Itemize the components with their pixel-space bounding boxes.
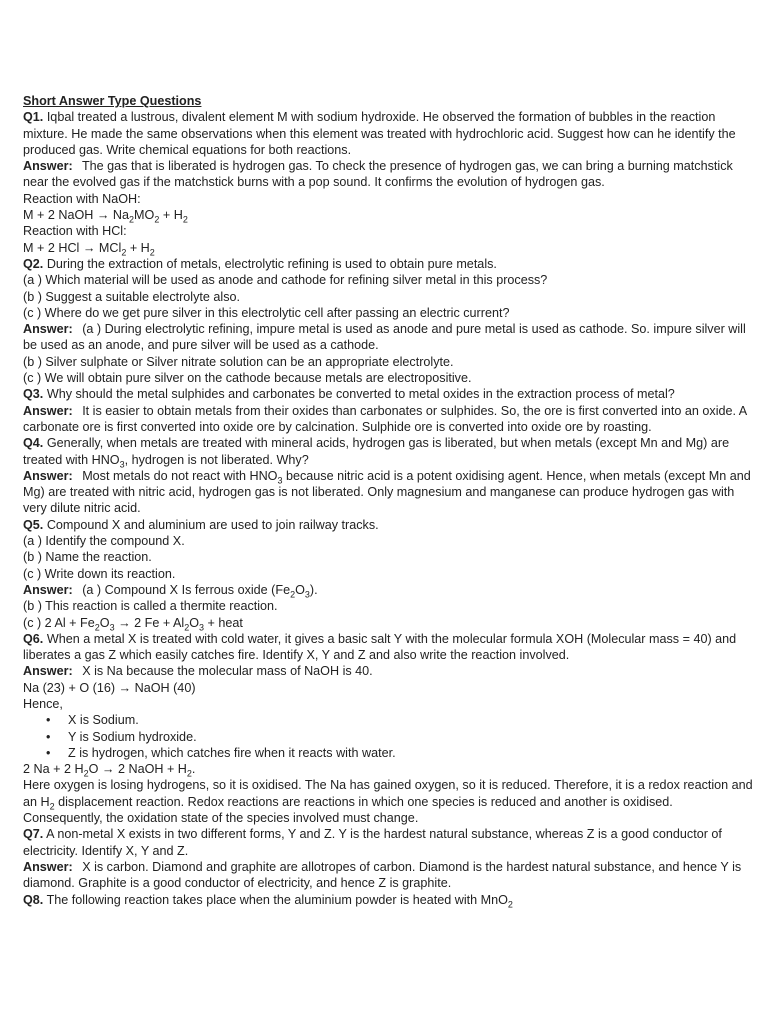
answer-2 (23, 321, 753, 354)
answer-text: It is easier to obtain metals from their oxides than carbonates or sulphides. So, the ore is first converted into an oxide. A carbonate ore is first converted into oxide ore by calcination. Sulphide ore is converted into oxide ore by roasting. (23, 403, 747, 434)
question-label: Q5. (23, 517, 44, 532)
question-part-c: (c ) Write down its reaction. (23, 566, 176, 581)
question-part-a: (a ) Identify the compound X. (23, 534, 185, 549)
question-label: Q2. (23, 256, 44, 271)
answer-part-b: (b ) This reaction is called a thermite reaction. (23, 599, 278, 614)
question-text: Iqbal treated a lustrous, divalent element M with sodium hydroxide. He observed the formation of bubbles in the reaction mixture. He made the same observations when this element was treated with hydrochloric acid. Suggest how can he identify the produced gas. Write chemical equations for both reactions. (23, 110, 736, 157)
bullet-list (23, 712, 753, 761)
question-4 (23, 435, 753, 468)
question-1 (23, 109, 753, 158)
reaction-label-naoh: Reaction with NaOH: (23, 191, 141, 206)
answer-label: Answer: (23, 664, 73, 679)
hence-text: Hence, (23, 696, 63, 711)
question-part-a: (a ) Which material will be used as anode and cathode for refining silver metal in this process? (23, 273, 548, 288)
question-label: Q1. (23, 110, 44, 125)
answer-4 (23, 468, 753, 517)
answer-label: Answer: (23, 159, 73, 174)
answer-text: (a ) During electrolytic refining, impure metal is used as anode and pure metal is used as cathode. So. impure silver will be used as an anode, and pure silver will be used as a cathode. (23, 322, 746, 353)
answer-label: Answer: (23, 403, 73, 418)
question-label: Q4. (23, 436, 44, 451)
answer-part-c: (c ) We will obtain pure silver on the cathode because metals are electropositive. (23, 371, 472, 386)
question-6 (23, 631, 753, 664)
question-label: Q6. (23, 631, 44, 646)
question-8 (23, 892, 753, 908)
question-part-b: (b ) Name the reaction. (23, 550, 152, 565)
answer-part-c: (c ) 2 $Al + Fe_2O_3 \to 2$ $Fe + Al_2O_3$ + heat (23, 615, 243, 633)
question-text: When a metal X is treated with cold water, it gives a basic salt Y with the molecular formula XOH (Molecular mass = 40) and liberates a gas Z which easily catches fire. Identify X, Y and Z and also write the reaction involved. (23, 631, 737, 663)
equation-sodium-water: 2 Na + 2 $H_2O \to 2$ NaOH + $H_2$. (23, 762, 196, 779)
answer-part-b: (b ) Silver sulphate or Silver nitrate solution can be an appropriate electrolyte. (23, 354, 454, 369)
answer-text: Most metals do not react with $HNO_3$ because nitric acid is a potent oxidising agent. Hence, when metals (except Mn and Mg) are treated with nitric acid, hydrogen gas is not liberated. Only magnesium and manganese can produce hydrogen gas with very dilute nitric acid. (23, 468, 751, 516)
answer-text: X is carbon. Diamond and graphite are allotropes of carbon. Diamond is the hardest natural substance, and hence Y is diamond. Graphite is a good conductor of electricity, and hence Z is graphite. (23, 859, 742, 891)
answer-label: Answer: (23, 322, 73, 337)
question-2 (23, 256, 753, 272)
redox-explanation: Here oxygen is losing hydrogens, so it is oxidised. The Na has gained oxygen, so it is reduced. Therefore, it is a redox reaction and an $H_2$ displacement reaction. Redox reactions are reactions in which one species is reduced and another is oxidised. Consequently, the oxidation state of the species involved must change. (23, 778, 753, 826)
answer-label: Answer: (23, 582, 73, 597)
answer-label: Answer: (23, 468, 73, 483)
answer-7 (23, 859, 753, 892)
question-label: Q8. (23, 892, 44, 907)
answer-6 (23, 663, 753, 679)
question-text: Why should the metal sulphides and carbonates be converted to metal oxides in the extraction process of metal? (46, 387, 675, 402)
question-text: Generally, when metals are treated with mineral acids, hydrogen gas is liberated, but when metals (except Mn and Mg) are treated with $HNO_3$, hydrogen is not liberated. Why? (23, 436, 730, 470)
answer-5 (23, 582, 753, 598)
answer-1 (23, 158, 753, 191)
question-3 (23, 386, 753, 402)
question-5 (23, 517, 753, 533)
answer-text: X is Na because the molecular mass of NaOH is 40. (82, 664, 373, 679)
list-item: • Z is hydrogen, which catches fire when it reacts with water. (68, 745, 753, 761)
question-label: Q3. (23, 387, 44, 402)
question-text: During the extraction of metals, electrolytic refining is used to obtain pure metals. (46, 256, 497, 271)
question-label: Q7. (23, 827, 44, 842)
mass-equation: Na (23) + O (16) → NaOH (40) (23, 680, 196, 695)
list-item: • X is Sodium. (68, 712, 753, 728)
section-heading: Short Answer Type Questions (23, 94, 202, 108)
answer-label: Answer: (23, 859, 73, 874)
answer-text: (a ) Compound X Is ferrous oxide $(Fe_2O_3)$. (82, 582, 318, 600)
question-text: Compound X and aluminium are used to join railway tracks. (46, 517, 379, 532)
equation-hcl: M + 2 HCl → $MCl_2 + H_2$ (23, 240, 155, 258)
document-body (23, 93, 753, 908)
equation-naoh: M + 2 NaOH → $Na_2MO_2 + H_2$ (23, 208, 188, 225)
list-item: • Y is Sodium hydroxide. (68, 729, 753, 745)
answer-3 (23, 403, 753, 436)
question-text: The following reaction takes place when the aluminium powder is heated with MnO$_2$ (46, 892, 513, 910)
question-7 (23, 826, 753, 859)
question-part-c: (c ) Where do we get pure silver in this electrolytic cell after passing an electric current? (23, 305, 510, 320)
question-part-b: (b ) Suggest a suitable electrolyte also. (23, 289, 241, 304)
reaction-label-hcl: Reaction with HCl: (23, 224, 127, 239)
question-text: A non-metal X exists in two different forms, Y and Z. Y is the hardest natural substance, whereas Z is a good conductor of electricity. Identify X, Y and Z. (23, 827, 722, 858)
answer-text: The gas that is liberated is hydrogen gas. To check the presence of hydrogen gas, we can bring a burning matchstick near the evolved gas if the matchstick burns with a pop sound. It confirms the evolution of hydrogen gas. (23, 159, 733, 190)
